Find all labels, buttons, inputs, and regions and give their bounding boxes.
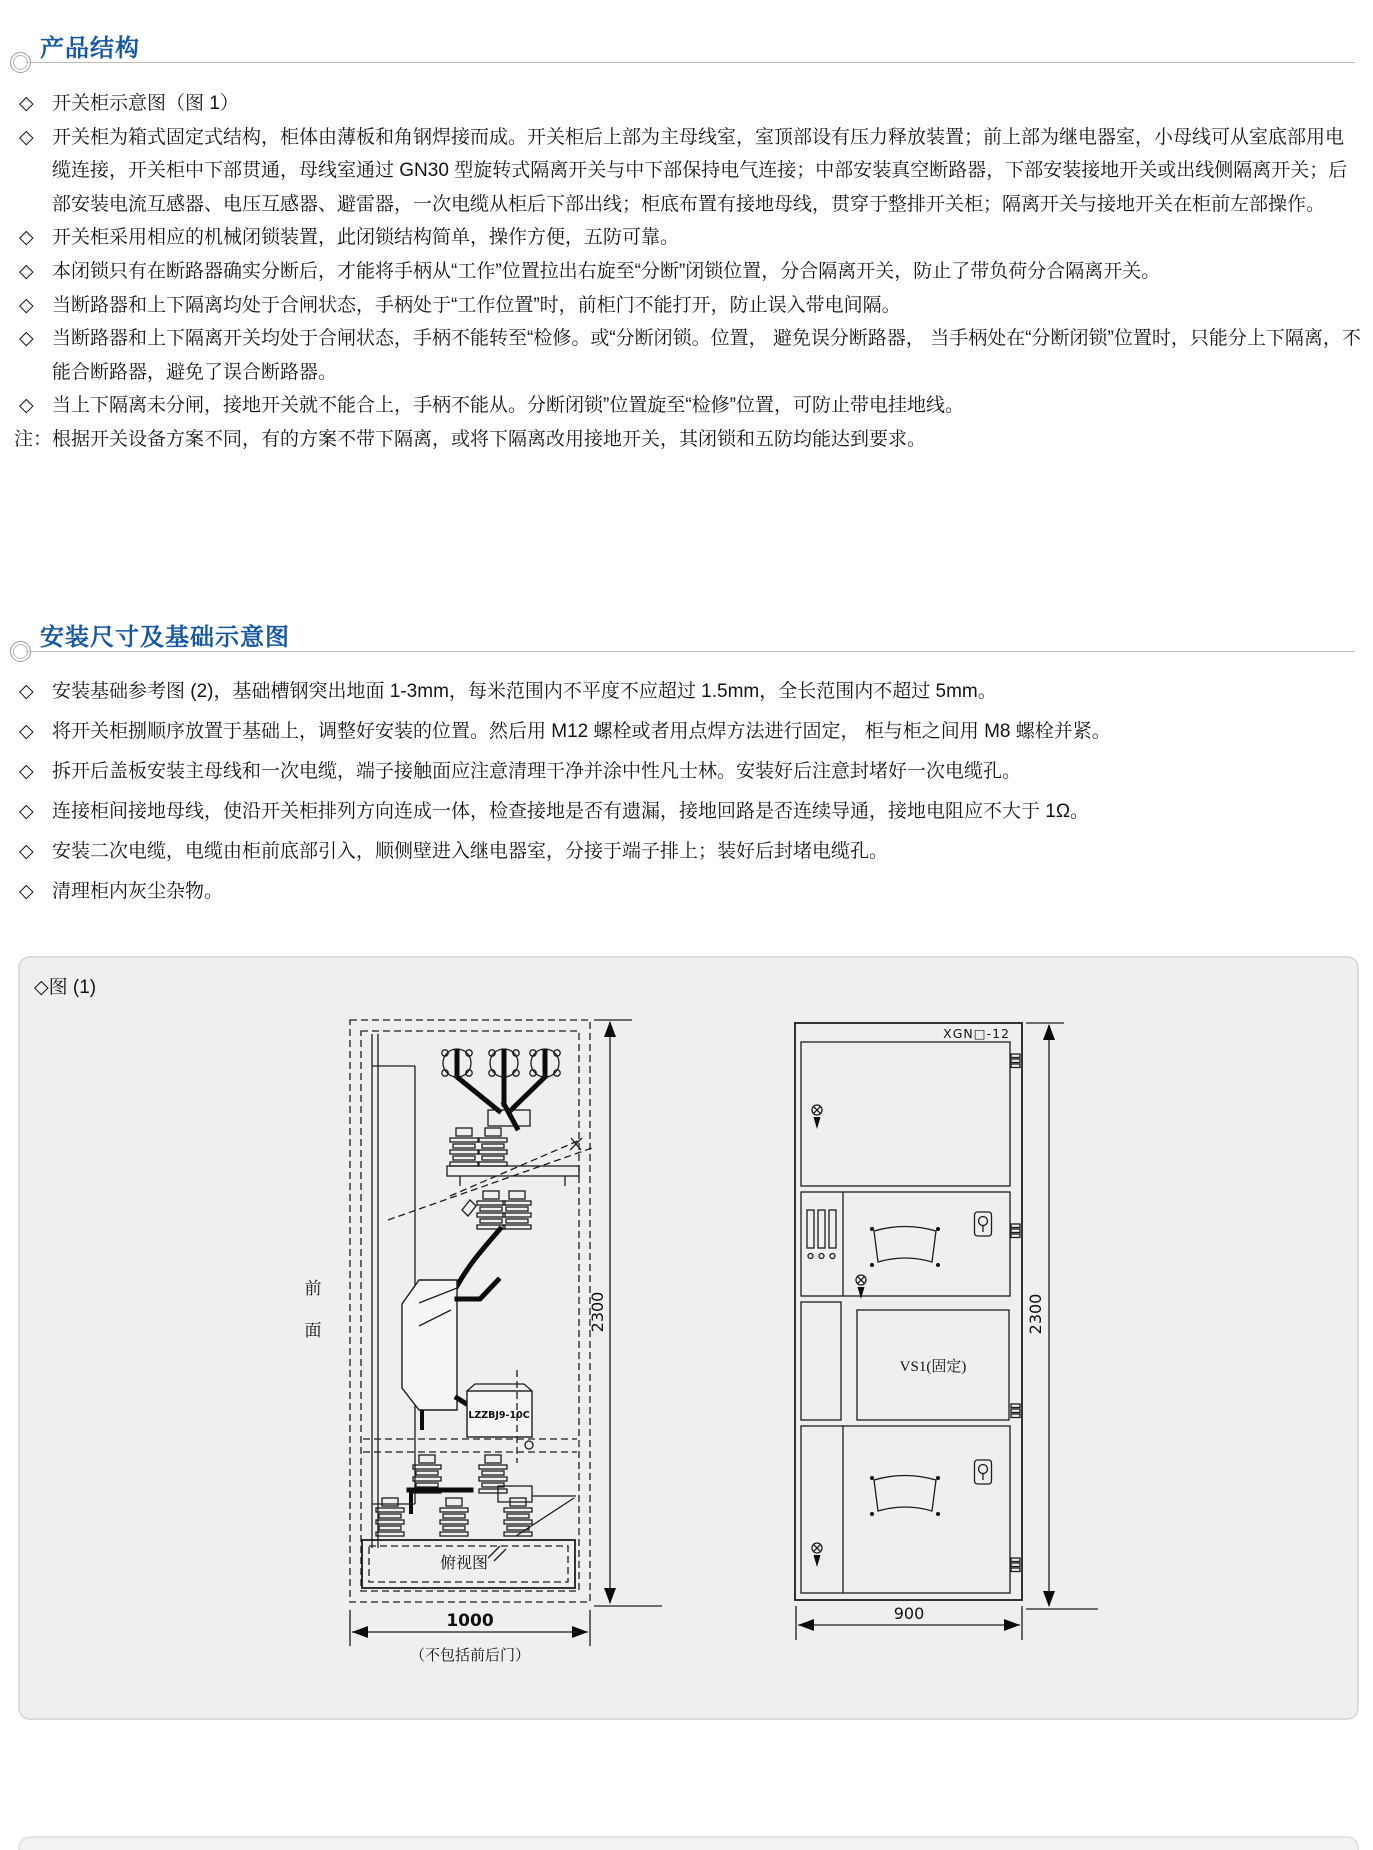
diamond-bullet-icon: ◇ (19, 761, 34, 782)
list-item (14, 87, 1361, 121)
list-item-text: 开关柜为箱式固定式结构，柜体由薄板和角钢焊接而成。开关柜后上部为主母线室，室顶部设有压力释放装置；前上部为继电器室，小母线可从室底部用电缆连接，开关柜中下部贯通，母线室通过 GN30 型旋转式隔离开关与中下部保持电气连接；中部安装真空断路器，下部安装接地开关或出线侧隔离开关；后部安装电流互感器、电压互感器、避雷器，一次电缆从柜后下部出线；柜底布置有接地母线，贯穿于整排开关柜；隔离开关与接地开关在柜前左部操作。 (52, 126, 1348, 215)
door-lock-icon (812, 1105, 822, 1129)
list-item-text: 当断路器和上下隔离开关均处于合闸状态，手柄不能转至“检修。或“分断闭锁。位置， 避免误分断路器， 当手柄处在“分断闭锁”位置时，只能分上下隔离，不能合断路器，避免了误合断路器。 (52, 328, 1361, 383)
left-cabinet-side-view (305, 1020, 593, 1602)
list-item-text: 拆开后盖板安装主母线和一次电缆，端子接触面应注意清理干净并涂中性凡士林。安装好后注意封堵好一次电缆孔。 (52, 761, 1022, 782)
diamond-bullet-icon: ◇ (19, 260, 34, 282)
section-title-install: 安装尺寸及基础示意图 (40, 624, 290, 651)
diamond-bullet-icon: ◇ (19, 93, 34, 114)
diamond-bullet-icon: ◇ (19, 227, 34, 249)
list-item (14, 289, 1361, 323)
door-handle (870, 1476, 940, 1517)
list-item-text: 清理柜内灰尘杂物。 (52, 881, 224, 902)
current-transformer (467, 1370, 532, 1463)
cabinet-model-label: XGN□-12 (943, 1026, 1010, 1041)
diamond-bullet-icon: ◇ (19, 395, 34, 417)
list-item-text: 开关柜示意图（图 1） (52, 93, 239, 114)
front-face-label-bottom: 面 (304, 1321, 322, 1340)
list-item (14, 121, 1361, 222)
section-divider (26, 62, 1355, 63)
door-lock-icon (812, 1543, 822, 1567)
vs1-breaker-label: VS1(固定) (899, 1359, 967, 1375)
left-width-note: （不包括前后门） (409, 1648, 531, 1664)
keyhole-icon (975, 1460, 992, 1484)
list-item-text: 安装基础参考图 (2)，基础槽钢突出地面 1-3mm，每米范围内不平度不应超过 1.5mm，全长范围内不超过 5mm。 (52, 681, 997, 702)
section-title-product: 产品结构 (40, 35, 140, 62)
front-face-label-top: 前 (304, 1279, 322, 1298)
figure-1-panel (18, 956, 1359, 1720)
list-item-text: 当断路器和上下隔离均处于合闸状态，手柄处于“工作位置”时，前柜门不能打开，防止误入带电间隔。 (52, 294, 901, 316)
left-width-dimension: 1000 (446, 1611, 494, 1631)
diamond-bullet-icon: ◇ (19, 841, 34, 862)
product-structure-list (14, 87, 1361, 457)
install-list (14, 672, 1361, 912)
keyhole-icon (975, 1212, 992, 1236)
diamond-bullet-icon: ◇ (19, 294, 34, 316)
list-item-text: 将开关柜捌顺序放置于基础上，调整好安装的位置。然后用 M12 螺栓或者用点焊方法进行固定， 柜与柜之间用 M8 螺栓并紧。 (52, 721, 1111, 742)
top-view-box (362, 1540, 575, 1588)
left-height-dimension: 2300 (588, 1291, 607, 1333)
hinge-icon (1011, 1558, 1020, 1572)
diamond-bullet-icon: ◇ (19, 881, 34, 902)
hinge-icon (1011, 1404, 1020, 1418)
list-item-text: 开关柜采用相应的机械闭锁装置，此闭锁结构简单，操作方便，五防可靠。 (52, 227, 680, 249)
figure-1-caption-text: 图 (1) (48, 977, 97, 998)
list-item (14, 832, 1361, 872)
list-item-text: 连接柜间接地母线，使沿开关柜排列方向连成一体，检查接地是否有遗漏，接地回路是否连续导通，接地电阻应不大于 1Ω。 (52, 801, 1090, 822)
insulator-stacks-lower (376, 1455, 576, 1536)
list-item (14, 221, 1361, 255)
right-cabinet-front-view (795, 1023, 1022, 1600)
list-item (14, 792, 1361, 832)
left-cabinet-dimensions (350, 1020, 662, 1664)
diamond-bullet-icon: ◇ (19, 721, 34, 742)
door-handle (870, 1227, 940, 1268)
top-view-label: 俯视图 (439, 1555, 489, 1572)
list-item (14, 872, 1361, 912)
diamond-bullet-icon: ◇ (19, 126, 34, 148)
busbar-bushings (442, 1049, 560, 1077)
diamond-bullet-icon: ◇ (19, 801, 34, 822)
list-item-text: 当上下隔离未分闸，接地开关就不能合上，手柄不能从。分断闭锁”位置旋至“检修”位置，可防止带电挂地线。 (52, 395, 964, 417)
list-item (14, 672, 1361, 712)
list-item (14, 752, 1361, 792)
figure-1-drawing (20, 958, 1357, 1718)
diamond-bullet-icon: ◇ (19, 681, 34, 702)
list-item (14, 322, 1361, 389)
list-item-text: 本闭锁只有在断路器确实分断后，才能将手柄从“工作”位置拉出右旋至“分断”闭锁位置，分合隔离开关，防止了带负荷分合隔离开关。 (52, 260, 1161, 282)
list-item (14, 712, 1361, 752)
hinge-icon (1011, 1054, 1020, 1068)
list-item (14, 255, 1361, 289)
figure-1-caption (34, 972, 96, 999)
hinge-icon (1011, 1224, 1020, 1238)
diamond-bullet-icon: ◇ (19, 328, 34, 350)
diamond-bullet-icon: ◇ (34, 977, 49, 998)
right-height-dimension: 2300 (1026, 1293, 1045, 1335)
right-width-dimension: 900 (893, 1604, 925, 1623)
ct-model-label: LZZBJ9-10C (468, 1410, 530, 1421)
louver-vents (807, 1210, 836, 1259)
list-item-text: 安装二次电缆，电缆由柜前底部引入，顺侧壁进入继电器室，分接于端子排上；装好后封堵电缆孔。 (52, 841, 889, 862)
list-item (14, 389, 1361, 423)
note-text: 注：根据开关设备方案不同，有的方案不带下隔离，或将下隔离改用接地开关，其闭锁和五防均能达到要求。 (14, 428, 927, 450)
